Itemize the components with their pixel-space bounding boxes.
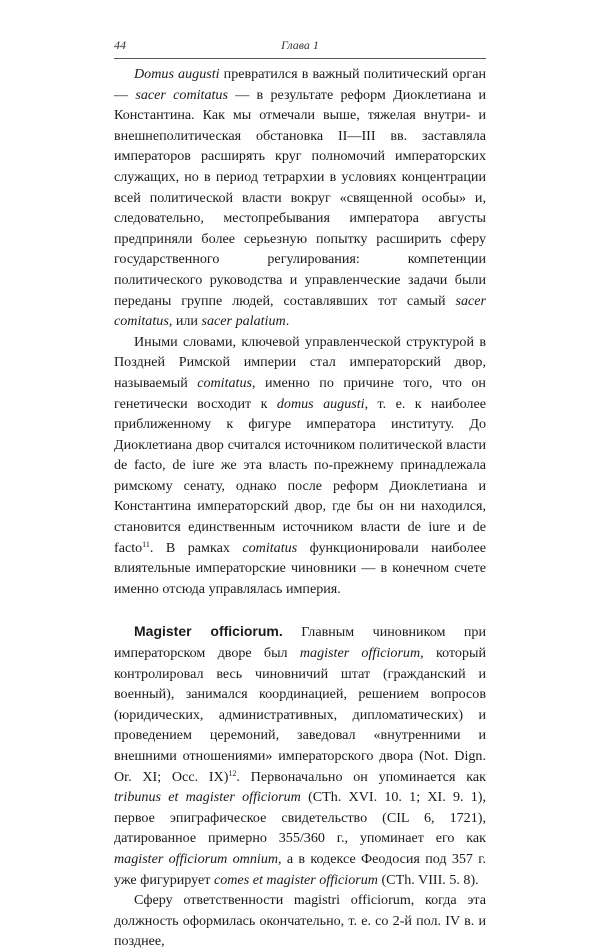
paragraph — [114, 621, 486, 890]
text-run: Сферу ответственности magistri officiorum, когда эта должность оформилась окончательно, т. е. со 2-й пол. IV в. и позднее, — [114, 892, 486, 950]
italic-term: comitatus — [197, 374, 253, 391]
italic-term: comitatus — [242, 539, 298, 556]
page-number: 44 — [114, 38, 126, 52]
text-run: , именно по причине того, что он генетически восходит к — [114, 374, 486, 412]
text-run: , который контролировал весь чиновничий штат (гражданский и военный), занимался координацией, решением вопросов (юридических, административных, дипломатических) и проведением церемоний, заведовал «внутренними и внешними отношениями» императорского двора (Not. Dign. Or. XI; Occ. IX) — [114, 645, 487, 785]
section-heading: Magister officiorum. — [134, 623, 283, 640]
text-run: , а в кодексе Феодосия под 357 г. уже фигурирует — [114, 850, 486, 888]
italic-term: sacer comitatus — [114, 292, 486, 330]
text-run: Главным чиновником при императорском дворе был — [114, 624, 486, 662]
paragraph — [114, 890, 486, 952]
text-run: (CTh. VIII. 5. 8). — [377, 871, 479, 888]
italic-term: sacer palatium — [201, 313, 286, 330]
text-run: (CTh. XVI. 10. 1; XI. 9. 1), первое эпиграфическое свидетельство (CIL 6, 1721), датированное примерно 355/360 г., упоминает его как — [114, 789, 487, 847]
italic-term: tribunus et magister officiorum — [114, 789, 301, 806]
header-rule — [114, 58, 486, 59]
paragraph — [114, 332, 486, 600]
text-run: — в результате реформ Диоклетиана и Константина. Как мы отмечали выше, тяжелая внутри- и внешнеполитическая обстановка II—III вв. заставляла императоров расширять круг полномочий императорских служащих, но в период тетрархии в условиях концентрации всей политической власти вокруг «священной особы» и, следовательно, местопребывания императора августы предприняли более серьезную попытку расширить сферу государственного регулирования: компетенции политического руководства и управленческие задачи были переданы группе людей, составлявших тот самый — [114, 86, 486, 309]
footnote-ref: 11 — [142, 539, 150, 549]
page-body — [114, 64, 486, 952]
text-run: . Первоначально он упоминается как — [236, 768, 486, 785]
text-run: , или — [168, 313, 202, 330]
italic-term: comes et magister officiorum — [213, 871, 378, 888]
italic-term: Domus augusti — [134, 66, 220, 82]
italic-term: magister officiorum — [299, 645, 421, 662]
section-gap — [114, 599, 486, 621]
paragraph — [114, 64, 486, 332]
running-head: Глава 1 — [281, 38, 319, 52]
text-run: превратился в важный политический орган — — [114, 66, 486, 103]
text-run: . В рамках — [149, 539, 243, 556]
italic-term: domus augusti — [276, 395, 365, 412]
page-header — [114, 38, 486, 54]
footnote-ref: 12 — [228, 768, 237, 778]
text-run: . — [285, 313, 290, 330]
text-run: , т. е. к наиболее приближенному к фигуре императора институту. До Диоклетиана двор считался источником политической власти de facto, de iure же эта власть по-прежнему принадлежала римскому сенату, однако после реформ Диоклетиана и Константина императорский двор, где бы он ни находился, становится единственным источником власти de iure и de facto — [114, 395, 486, 556]
italic-term: sacer comitatus — [135, 86, 228, 103]
text-run: Иными словами, ключевой управленческой структурой в Поздней Римской империи стал императорский двор, называемый — [114, 333, 486, 391]
italic-term: magister officiorum omnium — [114, 850, 279, 867]
text-run: функционировали наиболее влиятельные императорские чиновники — в конечном счете именно отсюда управлялась империя. — [114, 539, 486, 597]
